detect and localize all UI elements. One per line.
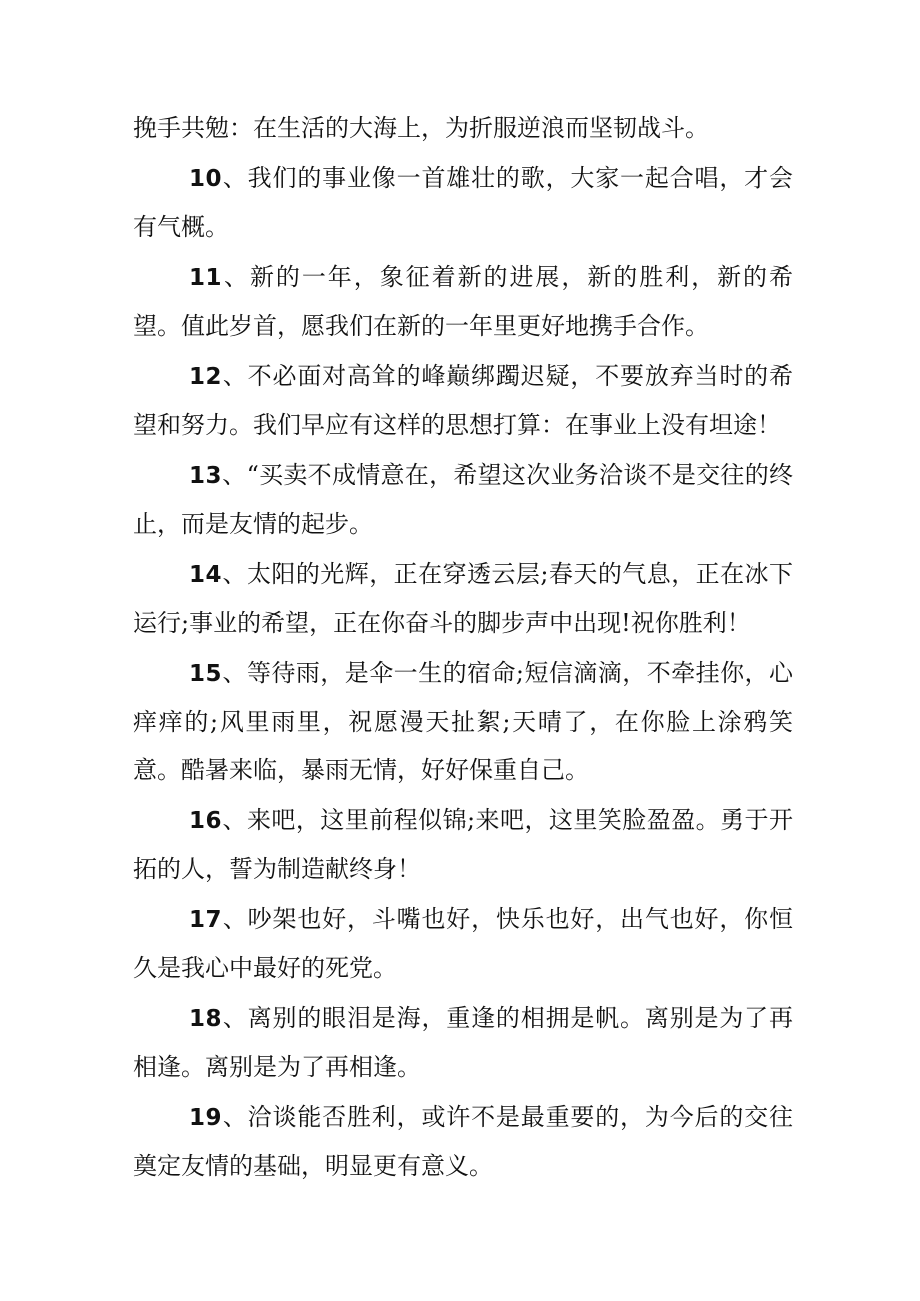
item-text: 吵架也好，斗嘴也好，快乐也好，出气也好，你恒久是我心中最好的死党。 bbox=[133, 905, 794, 982]
item-separator: 、 bbox=[222, 659, 247, 687]
item-separator: 、 bbox=[222, 806, 247, 834]
item-separator: 、 bbox=[222, 1103, 248, 1131]
item-text: 来吧，这里前程似锦;来吧，这里笑脸盈盈。勇于开拓的人，誓为制造献终身！ bbox=[133, 806, 794, 883]
item-text: 太阳的光辉，正在穿透云层;春天的气息，正在冰下运行;事业的希望，正在你奋斗的脚步声中出现!祝你胜利！ bbox=[133, 560, 794, 637]
item-separator: 、 bbox=[222, 461, 247, 489]
item-number: 17 bbox=[189, 907, 223, 933]
item-number: 14 bbox=[189, 562, 223, 588]
list-item bbox=[133, 895, 793, 992]
item-separator: 、 bbox=[222, 560, 247, 588]
item-text: 离别的眼泪是海，重逢的相拥是帆。离别是为了再相逢。离别是为了再相逢。 bbox=[133, 1004, 794, 1081]
item-text: “买卖不成情意在，希望这次业务洽谈不是交往的终止，而是友情的起步。 bbox=[133, 461, 793, 538]
item-text: 等待雨，是伞一生的宿命;短信滴滴，不牵挂你，心痒痒的;风里雨里，祝愿漫天扯絮;天晴了，在你脸上涂鸦笑意。酷暑来临，暴雨无情，好好保重自己。 bbox=[133, 659, 794, 784]
list-item bbox=[133, 796, 793, 893]
list-item bbox=[133, 649, 793, 794]
list-item bbox=[133, 994, 793, 1091]
list-item bbox=[133, 154, 793, 251]
item-text: 洽谈能否胜利，或许不是最重要的，为今后的交往奠定友情的基础，明显更有意义。 bbox=[133, 1103, 794, 1180]
list-item bbox=[133, 451, 793, 548]
item-separator: 、 bbox=[222, 905, 248, 933]
list-item bbox=[133, 550, 793, 647]
list-item bbox=[133, 352, 793, 449]
item-number: 19 bbox=[189, 1105, 223, 1131]
item-separator: 、 bbox=[222, 362, 248, 390]
item-number: 10 bbox=[189, 166, 223, 192]
item-number: 16 bbox=[189, 808, 223, 834]
item-separator: 、 bbox=[222, 263, 250, 291]
item-text: 我们的事业像一首雄壮的歌，大家一起合唱，才会有气概。 bbox=[133, 164, 794, 241]
item-text: 不必面对高耸的峰巅绑躅迟疑，不要放弃当时的希望和努力。我们早应有这样的思想打算：在事业上没有坦途！ bbox=[133, 362, 794, 439]
item-number: 11 bbox=[189, 265, 223, 291]
document-body bbox=[133, 104, 793, 1190]
item-separator: 、 bbox=[222, 1004, 248, 1032]
item-number: 18 bbox=[189, 1006, 223, 1032]
item-separator: 、 bbox=[222, 164, 248, 192]
item-number: 12 bbox=[189, 364, 223, 390]
item-text: 新的一年，象征着新的进展，新的胜利，新的希望。值此岁首，愿我们在新的一年里更好地携手合作。 bbox=[133, 263, 794, 340]
list-item bbox=[133, 253, 793, 350]
intro-paragraph: 挽手共勉：在生活的大海上，为折服逆浪而坚韧战斗。 bbox=[133, 114, 709, 142]
item-number: 13 bbox=[189, 463, 223, 489]
item-number: 15 bbox=[189, 661, 223, 687]
list-item bbox=[133, 1093, 793, 1190]
